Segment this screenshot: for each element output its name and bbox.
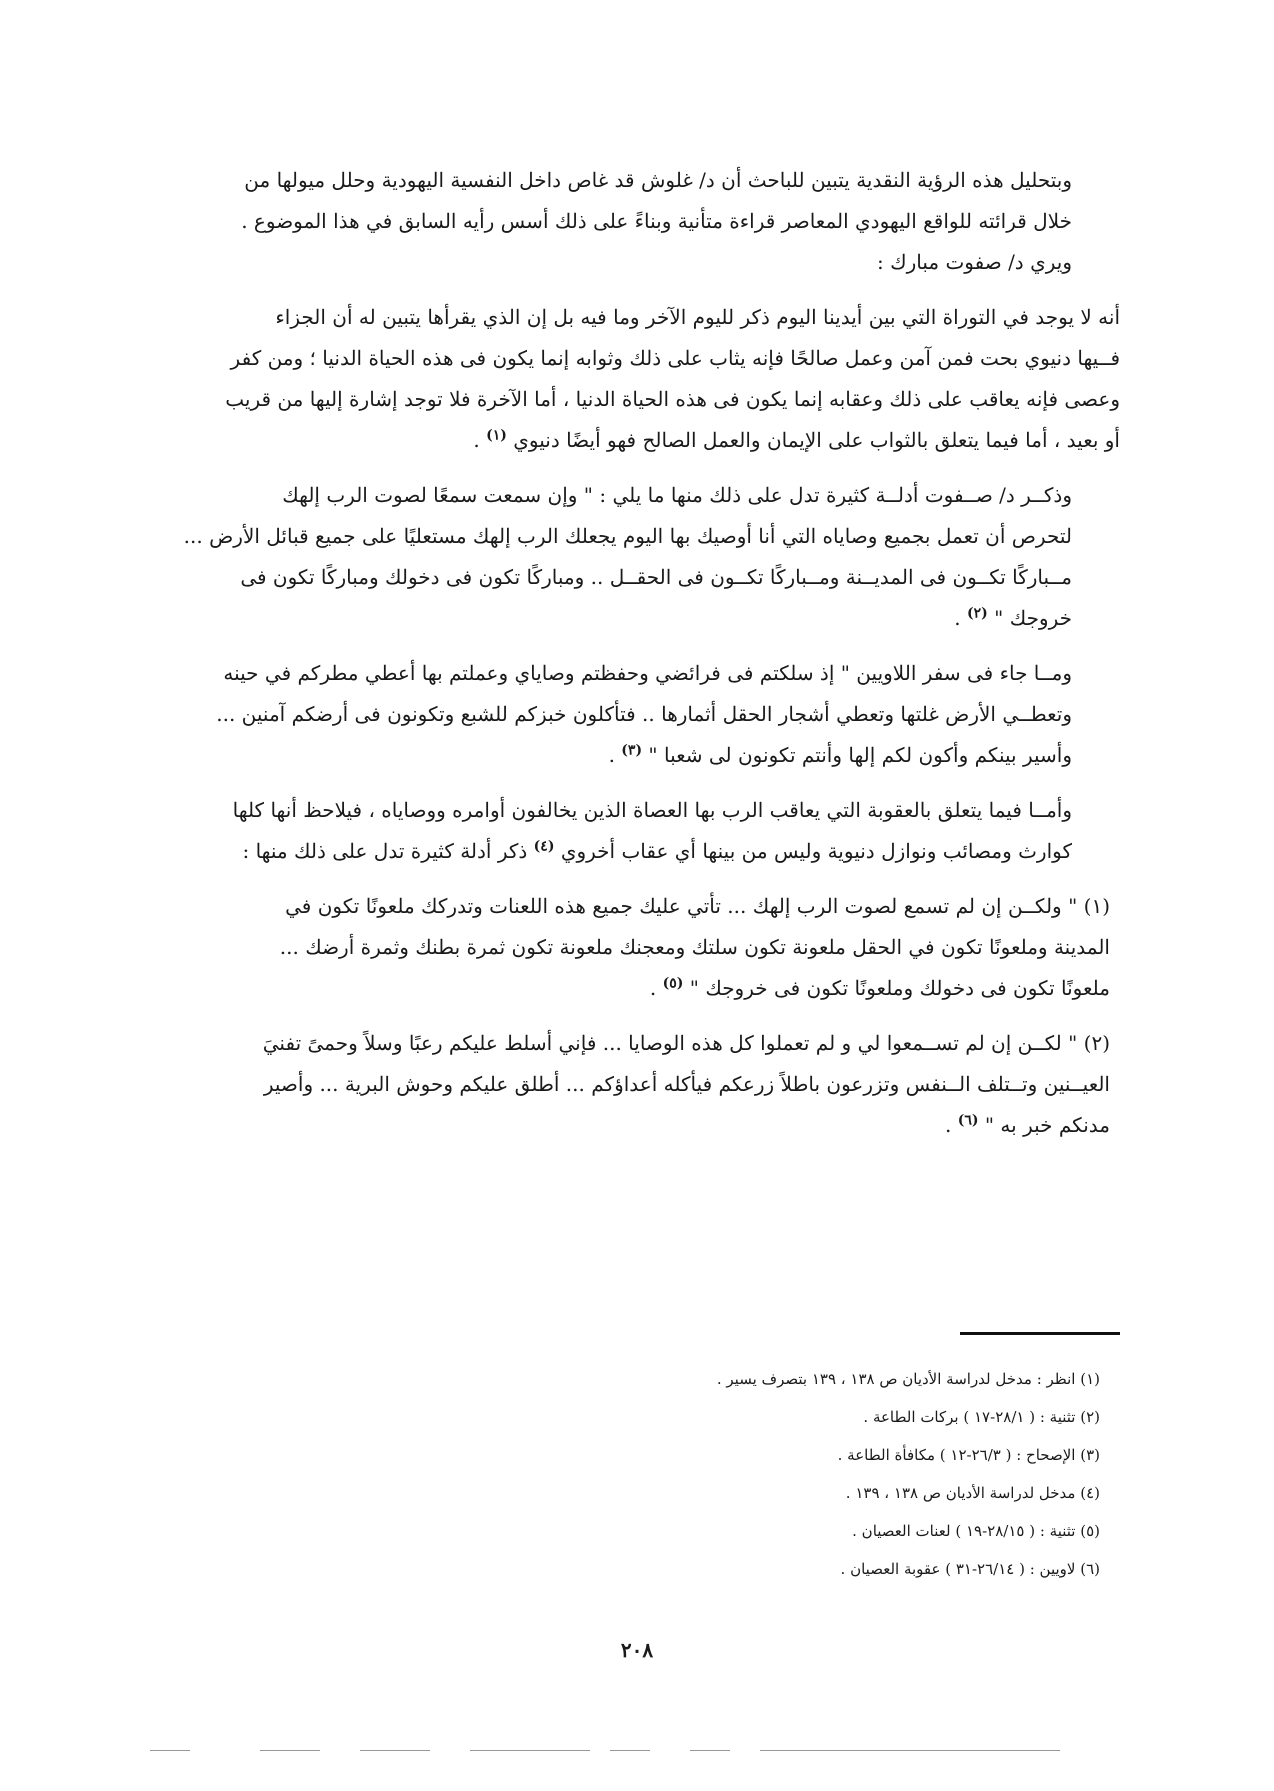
footnotes xyxy=(300,1360,1100,1588)
text-fragment: وأسير بينكم وأكون لكم إلها وأنتم تكونون لى شعبا " xyxy=(648,743,1072,767)
text-fragment: . xyxy=(473,428,487,452)
paragraph xyxy=(150,790,1120,872)
text-line: وبتحليل هذه الرؤية النقدية يتبين للباحث أن د/ غلوش قد غاص داخل النفسية اليهودية وحلل ميولها من xyxy=(244,168,1072,192)
text-line: وذكــر د/ صــفوت أدلــة كثيرة تدل على ذلك منها ما يلي : " وإن سمعت سمعًا لصوت الرب إلهك xyxy=(282,483,1072,507)
text-line: وأمــا فيما يتعلق بالعقوبة التي يعاقب الرب بها العصاة الذين يخالفون أوامره ووصاياه ، فيلاحظ أنها كلها xyxy=(232,798,1072,822)
text-line: أنه لا يوجد في التوراة التي بين أيدينا اليوم ذكر لليوم الآخر وما فيه بل إن الذي يقرأها يتبين له أن الجزاء xyxy=(275,305,1120,329)
footnote-divider xyxy=(960,1332,1120,1335)
text-fragment: ذكر أدلة كثيرة تدل على ذلك منها : xyxy=(242,839,534,863)
footnote: (١) انظر : مدخل لدراسة الأديان ص ١٣٨ ، ١٣٩ بتصرف يسير . xyxy=(716,1370,1100,1388)
main-text xyxy=(150,160,1120,1160)
text-fragment: كوارث ومصائب ونوازل دنيوية وليس من بينها أي عقاب أخروي xyxy=(560,839,1072,863)
footnote-ref[interactable]: (٣) xyxy=(621,742,643,759)
footnote-ref[interactable]: (٤) xyxy=(533,838,555,855)
text-fragment: ملعونًا تكون فى دخولك وملعونًا تكون فى خروجك " xyxy=(689,976,1110,1000)
text-line: العيــنين وتــتلف الــنفس وتزرعون باطلاً زرعكم فيأكله أعداؤكم ... أطلق عليكم وحوش البرية ... وأصير xyxy=(263,1072,1110,1096)
footnote-ref[interactable]: (٥) xyxy=(662,975,684,992)
text-line xyxy=(150,735,1120,776)
footnote-ref[interactable]: (٦) xyxy=(957,1112,979,1129)
text-fragment: . xyxy=(945,1113,958,1137)
footnote: (٢) تثنية : ( ٢٨/١-١٧ ) بركات الطاعة . xyxy=(863,1408,1100,1426)
text-line: ومــا جاء فى سفر اللاويين " إذ سلكتم فى فرائضي وحفظتم وصاياي وعملتم بها أعطي مطركم في حينه xyxy=(223,661,1072,685)
list-item xyxy=(150,886,1120,1009)
text-line: لتحرص أن تعمل بجميع وصاياه التي أنا أوصيك بها اليوم يجعلك الرب إلهك مستعليًا على جميع قبائل الأرض ... xyxy=(183,524,1072,548)
list-item xyxy=(150,1023,1120,1146)
paragraph xyxy=(150,297,1120,461)
text-line: المدينة وملعونًا تكون في الحقل ملعونة تكون سلتك ومعجنك ملعونة تكون ثمرة بطنك وثمرة أرضك ... xyxy=(279,935,1110,959)
paragraph xyxy=(150,475,1120,639)
footnote-ref[interactable]: (٢) xyxy=(967,605,988,622)
footnote: (٥) تثنية : ( ٢٨/١٥-١٩ ) لعنات العصيان . xyxy=(852,1522,1100,1540)
text-line: خلال قرائته للواقع اليهودي المعاصر قراءة متأنية وبناءً على ذلك أسس رأيه السابق في هذا الموضوع . xyxy=(241,209,1072,233)
text-line: ويري د/ صفوت مبارك : xyxy=(877,250,1072,274)
footnote: (٣) الإصحاح : ( ٢٦/٣-١٢ ) مكافأة الطاعة . xyxy=(837,1446,1100,1464)
text-line xyxy=(150,968,1110,1009)
page-number: ٢٠٨ xyxy=(620,1638,654,1662)
text-fragment: أو بعيد ، أما فيما يتعلق بالثواب على الإيمان والعمل الصالح فهو أيضًا دنيوي xyxy=(513,428,1120,452)
text-line: وعصى فإنه يعاقب على ذلك وعقابه إنما يكون فى هذه الحياة الدنيا ، أما الآخرة فلا توجد إشارة إليها من قريب xyxy=(225,387,1120,411)
text-line: (١) " ولكــن إن لم تسمع لصوت الرب إلهك ... تأتي عليك جميع هذه اللعنات وتدركك ملعونًا تكون في xyxy=(285,894,1110,918)
paragraph xyxy=(150,160,1120,283)
text-fragment: . xyxy=(608,743,622,767)
text-line: وتعطــي الأرض غلتها وتعطي أشجار الحقل أثمارها .. فتأكلون خبزكم للشبع وتكونون فى أرضكم آمنين ... xyxy=(216,702,1072,726)
footnote: (٤) مدخل لدراسة الأديان ص ١٣٨ ، ١٣٩ . xyxy=(845,1484,1100,1502)
scan-edge-marks xyxy=(0,1750,1274,1756)
text-line xyxy=(150,831,1120,872)
text-fragment: خروجك " xyxy=(994,606,1072,630)
text-fragment: . xyxy=(954,606,968,630)
text-line: فــيها دنيوي بحت فمن آمن وعمل صالحًا فإنه يثاب على ذلك وثوابه إنما يكون فى هذه الحياة الدنيا ؛ ومن كفر xyxy=(230,346,1120,370)
footnote: (٦) لاويين : ( ٢٦/١٤-٣١ ) عقوبة العصيان . xyxy=(840,1560,1100,1578)
text-line: (٢) " لكــن إن لم تســمعوا لي و لم تعملوا كل هذه الوصايا ... فإني أسلط عليكم رعبًا وسلاً وحمىً تفنيَ xyxy=(262,1031,1110,1055)
paragraph xyxy=(150,653,1120,776)
text-line xyxy=(150,420,1120,461)
text-fragment: مدنكم خبر به " xyxy=(984,1113,1110,1137)
text-fragment: . xyxy=(649,976,663,1000)
text-line: مــباركًا تكــون فى المديــنة ومــباركًا تكــون فى الحقــل .. ومباركًا تكون فى دخولك ومباركًا تكون فى xyxy=(240,565,1072,589)
footnote-ref[interactable]: (١) xyxy=(486,427,507,444)
text-line xyxy=(150,598,1120,639)
text-line xyxy=(150,1105,1110,1146)
